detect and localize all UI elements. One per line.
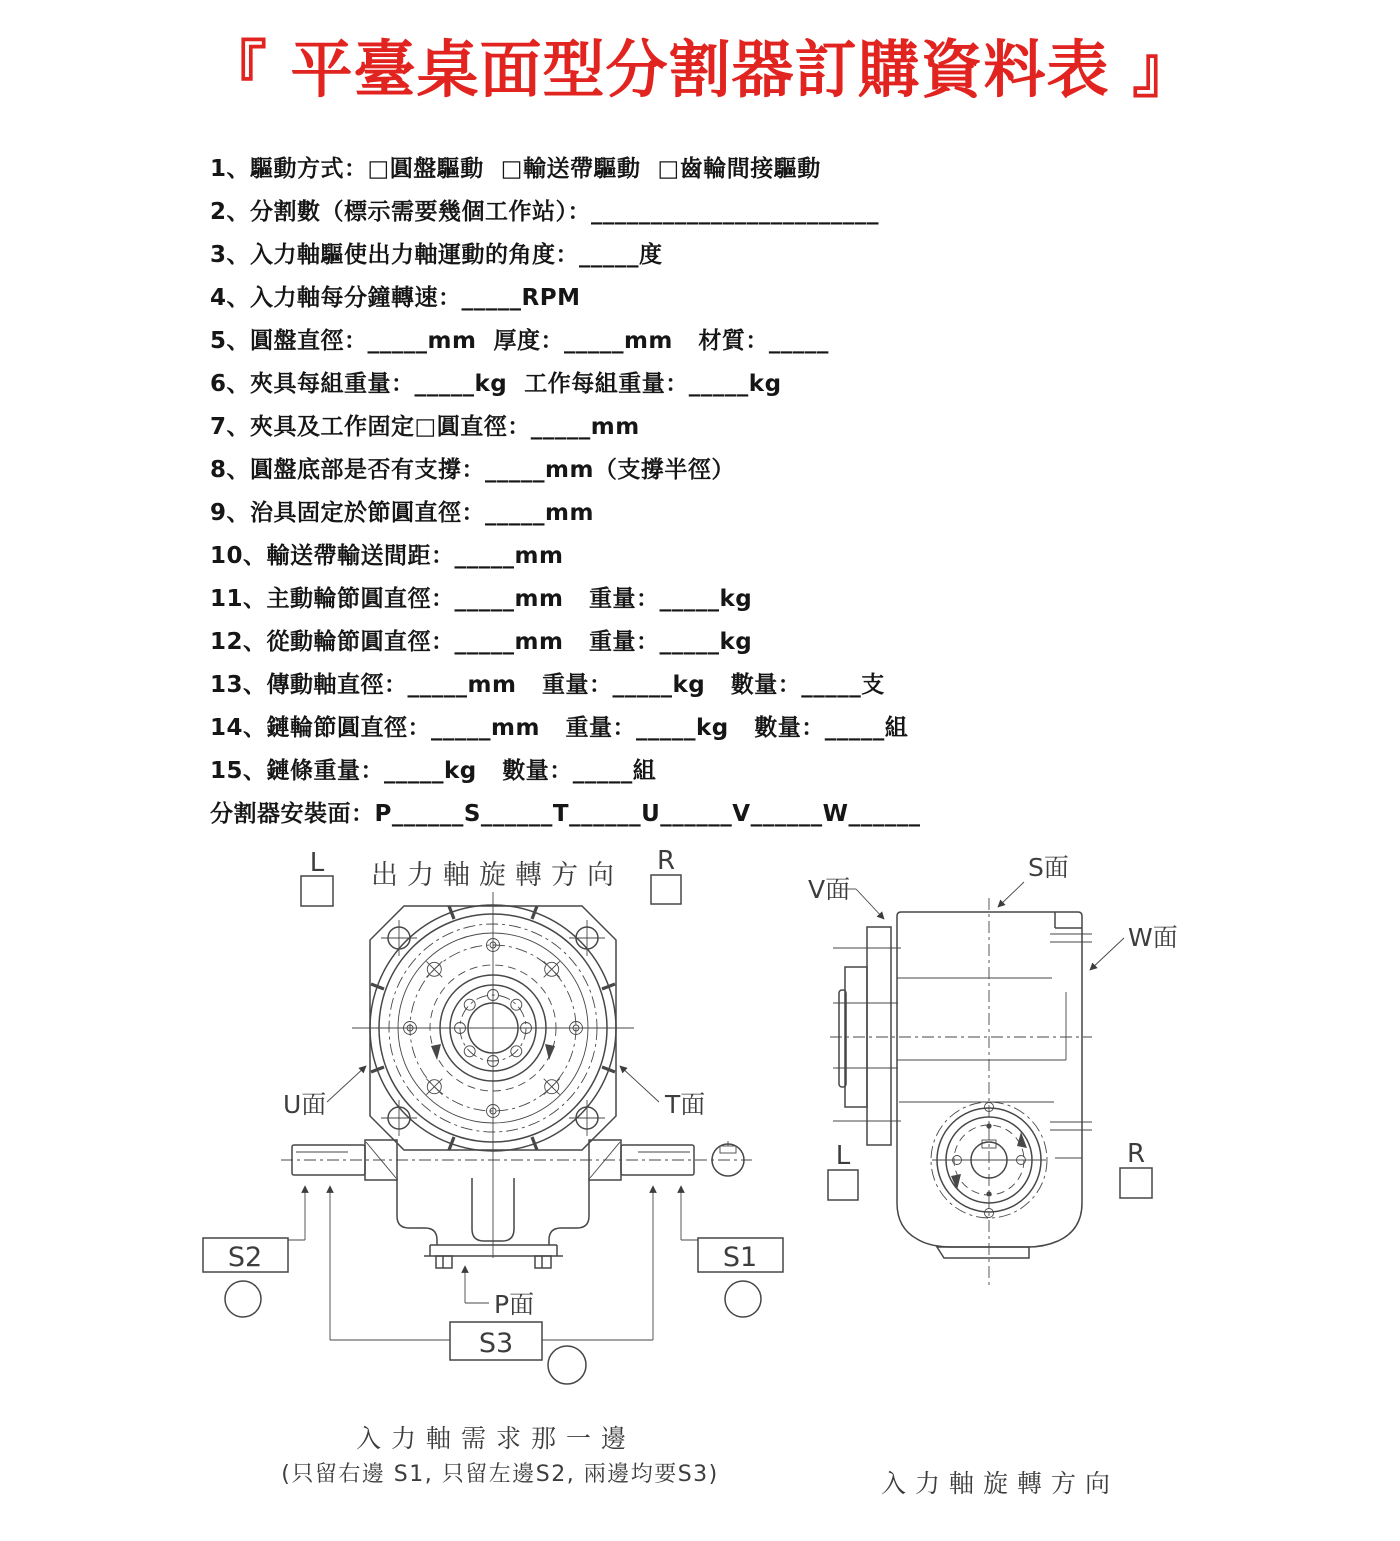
t-face bbox=[620, 1066, 705, 1119]
form-line-fixture-circle: 7、夾具及工作固定□圓直徑：_____mm bbox=[210, 414, 640, 440]
w-face bbox=[1090, 923, 1178, 970]
form-line-angle: 3、入力軸驅使出力軸運動的角度：_____度 bbox=[210, 242, 663, 268]
s-face-label: S面 bbox=[1028, 853, 1069, 882]
input-side-note: (只留右邊 S1, 只留左邊S2, 兩邊均要S3) bbox=[281, 1462, 719, 1487]
input-rotation-caption: 入力軸旋轉方向 bbox=[880, 1469, 1120, 1498]
v-face bbox=[808, 875, 884, 919]
indexer-body-side-view bbox=[830, 898, 1092, 1287]
s1-label: S1 bbox=[722, 1242, 758, 1273]
t-face-label: T面 bbox=[665, 1090, 706, 1119]
input-side-caption: 入力軸需求那一邊 bbox=[355, 1424, 637, 1453]
form-line-jig-circle: 9、治具固定於節圓直徑：_____mm bbox=[210, 500, 594, 526]
r-mark-box bbox=[1120, 1168, 1152, 1198]
u-face-label: U面 bbox=[283, 1090, 327, 1119]
p-face bbox=[465, 1266, 534, 1319]
form-line-belt-pitch: 10、輸送帶輸送間距：_____mm bbox=[210, 543, 564, 569]
w-face-label: W面 bbox=[1128, 923, 1178, 952]
v-face-label: V面 bbox=[808, 875, 851, 904]
form-line-drive-wheel: 11、主動輪節圓直徑：_____mm 重量：_____kg bbox=[210, 586, 753, 612]
form-line-rpm: 4、入力軸每分鐘轉速：_____RPM bbox=[210, 285, 581, 311]
form-line-support: 8、圓盤底部是否有支撐：_____mm（支撐半徑） bbox=[210, 457, 735, 483]
s3-circle bbox=[548, 1346, 586, 1384]
s2-label: S2 bbox=[227, 1242, 263, 1273]
page-title: 『 平臺桌面型分割器訂購資料表 』 bbox=[204, 33, 1196, 106]
form-line-drive-shaft: 13、傳動軸直徑：_____mm 重量：_____kg 數量：_____支 bbox=[210, 672, 885, 698]
l-mark-box bbox=[301, 876, 333, 906]
form-line-chain: 15、鏈條重量：_____kg 數量：_____組 bbox=[210, 758, 657, 784]
u-face bbox=[283, 1066, 366, 1119]
s2-circle bbox=[225, 1281, 261, 1317]
form-line-mount-faces: 分割器安裝面：P______S______T______U______V______W______ bbox=[210, 801, 921, 827]
form-line-divisions: 2、分割數（標示需要幾個工作站）：________________________ bbox=[210, 199, 880, 225]
r-mark-label: R bbox=[656, 846, 676, 876]
form-line-sprocket: 14、鏈輪節圓直徑：_____mm 重量：_____kg 數量：_____組 bbox=[210, 715, 909, 741]
order-form bbox=[210, 148, 1110, 836]
indexer-body-top-view bbox=[352, 892, 634, 1258]
s3-label: S3 bbox=[478, 1328, 514, 1359]
form-line-fixture-weight: 6、夾具每組重量：_____kg 工作每組重量：_____kg bbox=[210, 371, 782, 397]
r-mark-right-diagram bbox=[1120, 1139, 1152, 1198]
l-mark-right-diagram bbox=[828, 1141, 858, 1200]
input-shaft-diagram bbox=[800, 840, 1220, 1520]
l-mark-label: L bbox=[309, 848, 325, 878]
p-face-label: P面 bbox=[494, 1290, 535, 1319]
s1-circle bbox=[725, 1281, 761, 1317]
l-mark bbox=[301, 848, 333, 906]
form-line-driven-wheel: 12、從動輪節圓直徑：_____mm 重量：_____kg bbox=[210, 629, 753, 655]
form-line-disc: 5、圓盤直徑：_____mm 厚度：_____mm 材質：_____ bbox=[210, 328, 829, 354]
input-shafts bbox=[281, 1140, 752, 1180]
form-line-drive-type: 1、驅動方式：□圓盤驅動 □輸送帶驅動 □齒輪間接驅動 bbox=[210, 156, 821, 182]
s-face bbox=[998, 853, 1069, 907]
output-shaft-diagram bbox=[180, 840, 800, 1520]
r-mark-box bbox=[651, 875, 681, 904]
l-mark-label: L bbox=[835, 1141, 851, 1171]
output-rotation-title: 出力軸旋轉方向 bbox=[371, 860, 623, 891]
r-mark-label: R bbox=[1126, 1139, 1146, 1169]
l-mark-box bbox=[828, 1170, 858, 1200]
r-mark bbox=[651, 846, 681, 904]
